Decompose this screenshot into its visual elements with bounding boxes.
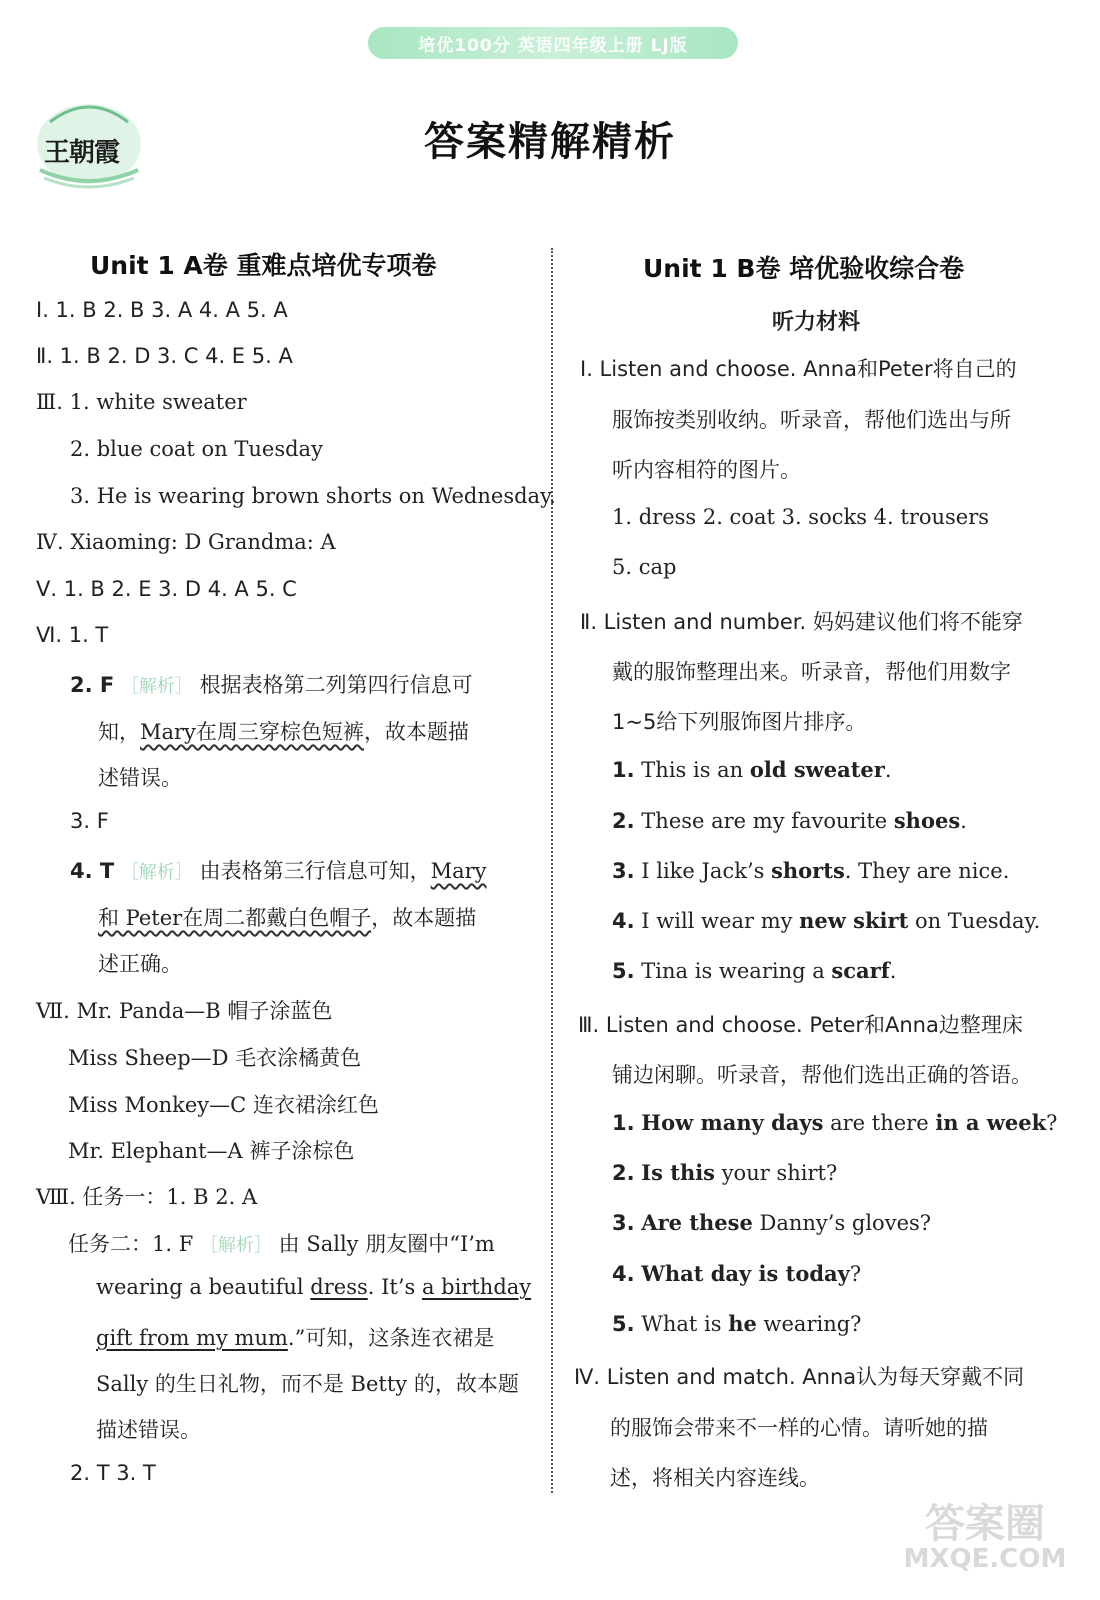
section-instruction: 戴的服饰整理出来。听录音，帮他们用数字	[612, 660, 1011, 684]
answer-line: Mr. Elephant—A 裤子涂棕色	[68, 1139, 355, 1163]
explanation-key-text: dress	[310, 1275, 368, 1299]
explanation-line: 述错误。	[98, 766, 182, 790]
section-instruction: 述，将相关内容连线。	[610, 1466, 820, 1490]
transcript-line: 4. I will wear my new skirt on Tuesday.	[612, 908, 1041, 933]
explanation-text: ，故本题描	[371, 906, 477, 930]
answer-line: Miss Sheep—D 毛衣涂橘黄色	[68, 1046, 362, 1070]
transcript-line: 4. What day is today?	[612, 1261, 862, 1286]
explanation-text: .”可知，这条连衣裙是	[287, 1326, 495, 1350]
transcript-line: 2. These are my favourite shoes.	[612, 808, 967, 833]
logo-text: 王朝霞	[44, 138, 120, 168]
section-instruction: 服饰按类别收纳。听录音，帮他们选出与所	[612, 408, 1011, 432]
watermark-logo-text: 答案圈	[925, 1501, 1045, 1547]
transcript-line: 5. Tina is wearing a scarf.	[612, 958, 897, 983]
answer-line: Miss Monkey—C 连衣裙涂红色	[68, 1093, 379, 1117]
explanation-text: 由 Sally 朋友圈中“I’m	[278, 1232, 495, 1256]
explanation-line: Sally 的生日礼物，而不是 Betty 的，故本题	[96, 1372, 519, 1396]
transcript-line: 1. This is an old sweater.	[612, 757, 892, 782]
answer-line: Ⅶ. Mr. Panda—B 帽子涂蓝色	[36, 999, 333, 1023]
column-divider	[551, 248, 553, 1493]
explanation-key-text: gift from my mum	[96, 1326, 288, 1350]
explanation-text: 知，	[98, 720, 140, 744]
answer-line: 2. blue coat on Tuesday	[70, 437, 323, 461]
answer-line: 2. T 3. T	[70, 1461, 156, 1485]
right-subheading: 听力材料	[772, 310, 861, 335]
explanation-line	[98, 716, 469, 746]
explanation-block	[70, 669, 473, 699]
right-section-heading: Unit 1 B卷 培优验收综合卷	[643, 254, 965, 283]
transcript-line: 3. Are these Danny’s gloves?	[612, 1210, 932, 1235]
answer-line: Ⅳ. Xiaoming: D Grandma: A	[36, 530, 336, 554]
transcript-line: 2. Is this your shirt?	[612, 1160, 838, 1185]
transcript-line: 3. I like Jack’s shorts. They are nice.	[612, 858, 1010, 883]
answer-line: 5. cap	[612, 555, 677, 579]
explanation-key-text: a birthday	[421, 1275, 532, 1299]
answer-line: 1. dress 2. coat 3. socks 4. trousers	[612, 505, 990, 529]
section-instruction: 铺边闲聊。听录音，帮他们选出正确的答语。	[612, 1063, 1032, 1087]
section-instruction: 1~5给下列服饰图片排序。	[612, 710, 867, 734]
section-instruction: Ⅰ. Listen and choose. Anna和Peter将自己的	[580, 357, 1017, 381]
answer-number: 4. T	[70, 859, 115, 883]
answer-line: Ⅵ. 1. T	[36, 623, 109, 647]
explanation-line: 描述错误。	[96, 1418, 201, 1442]
answer-line: Ⅰ. 1. B 2. B 3. A 4. A 5. A	[36, 298, 288, 322]
explanation-line	[96, 1275, 531, 1299]
watermark-url: MXQE.COM	[903, 1544, 1067, 1574]
explanation-text: 由表格第三行信息可知，	[199, 859, 431, 883]
explanation-block	[70, 855, 487, 885]
explanation-line	[98, 902, 476, 932]
explanation-text: wearing a beautiful	[96, 1275, 311, 1299]
answer-line: 3. He is wearing brown shorts on Wednesday.	[70, 484, 556, 508]
section-instruction: Ⅱ. Listen and number. 妈妈建议他们将不能穿	[580, 610, 1023, 634]
section-instruction: Ⅳ. Listen and match. Anna认为每天穿戴不同	[574, 1365, 1025, 1389]
explanation-block	[68, 1228, 495, 1258]
answer-line: 3. F	[70, 809, 109, 833]
answer-line: Ⅱ. 1. B 2. D 3. C 4. E 5. A	[36, 344, 293, 368]
section-instruction: 的服饰会带来不一样的心情。请听她的描	[610, 1416, 988, 1440]
explanation-key-text: Mary	[430, 859, 487, 883]
page-title: 答案精解精析	[424, 119, 676, 165]
explanation-key-text: Mary在周三穿棕色短裤	[140, 720, 364, 744]
explanation-line: 述正确。	[98, 952, 182, 976]
explanation-text: 根据表格第二列第四行信息可	[199, 673, 473, 697]
answer-line: Ⅴ. 1. B 2. E 3. D 4. A 5. C	[36, 577, 297, 601]
answer-number: 任务二：1. F	[68, 1232, 194, 1256]
explanation-line	[96, 1322, 494, 1352]
answer-line: Ⅲ. 1. white sweater	[36, 390, 247, 414]
transcript-line: 1. How many days are there in a week?	[612, 1110, 1058, 1135]
explanation-text: . It’s	[367, 1275, 422, 1299]
explanation-tag: ［解析］	[120, 862, 193, 883]
answer-number: 2. F	[70, 673, 115, 697]
watermark	[900, 1492, 1070, 1582]
explanation-key-text: 和 Peter在周二都戴白色帽子	[98, 906, 372, 930]
explanation-tag: ［解析］	[120, 676, 193, 697]
section-instruction: 听内容相符的图片。	[612, 458, 801, 482]
answer-line: Ⅷ. 任务一：1. B 2. A	[36, 1185, 258, 1209]
book-banner: 培优100分 英语四年级上册 LJ版	[368, 27, 738, 59]
transcript-line: 5. What is he wearing?	[612, 1311, 862, 1336]
explanation-text: ，故本题描	[363, 720, 469, 744]
section-instruction: Ⅲ. Listen and choose. Peter和Anna边整理床	[578, 1013, 1023, 1037]
left-section-heading: Unit 1 A卷 重难点培优专项卷	[90, 251, 437, 280]
explanation-tag: ［解析］	[199, 1235, 272, 1256]
